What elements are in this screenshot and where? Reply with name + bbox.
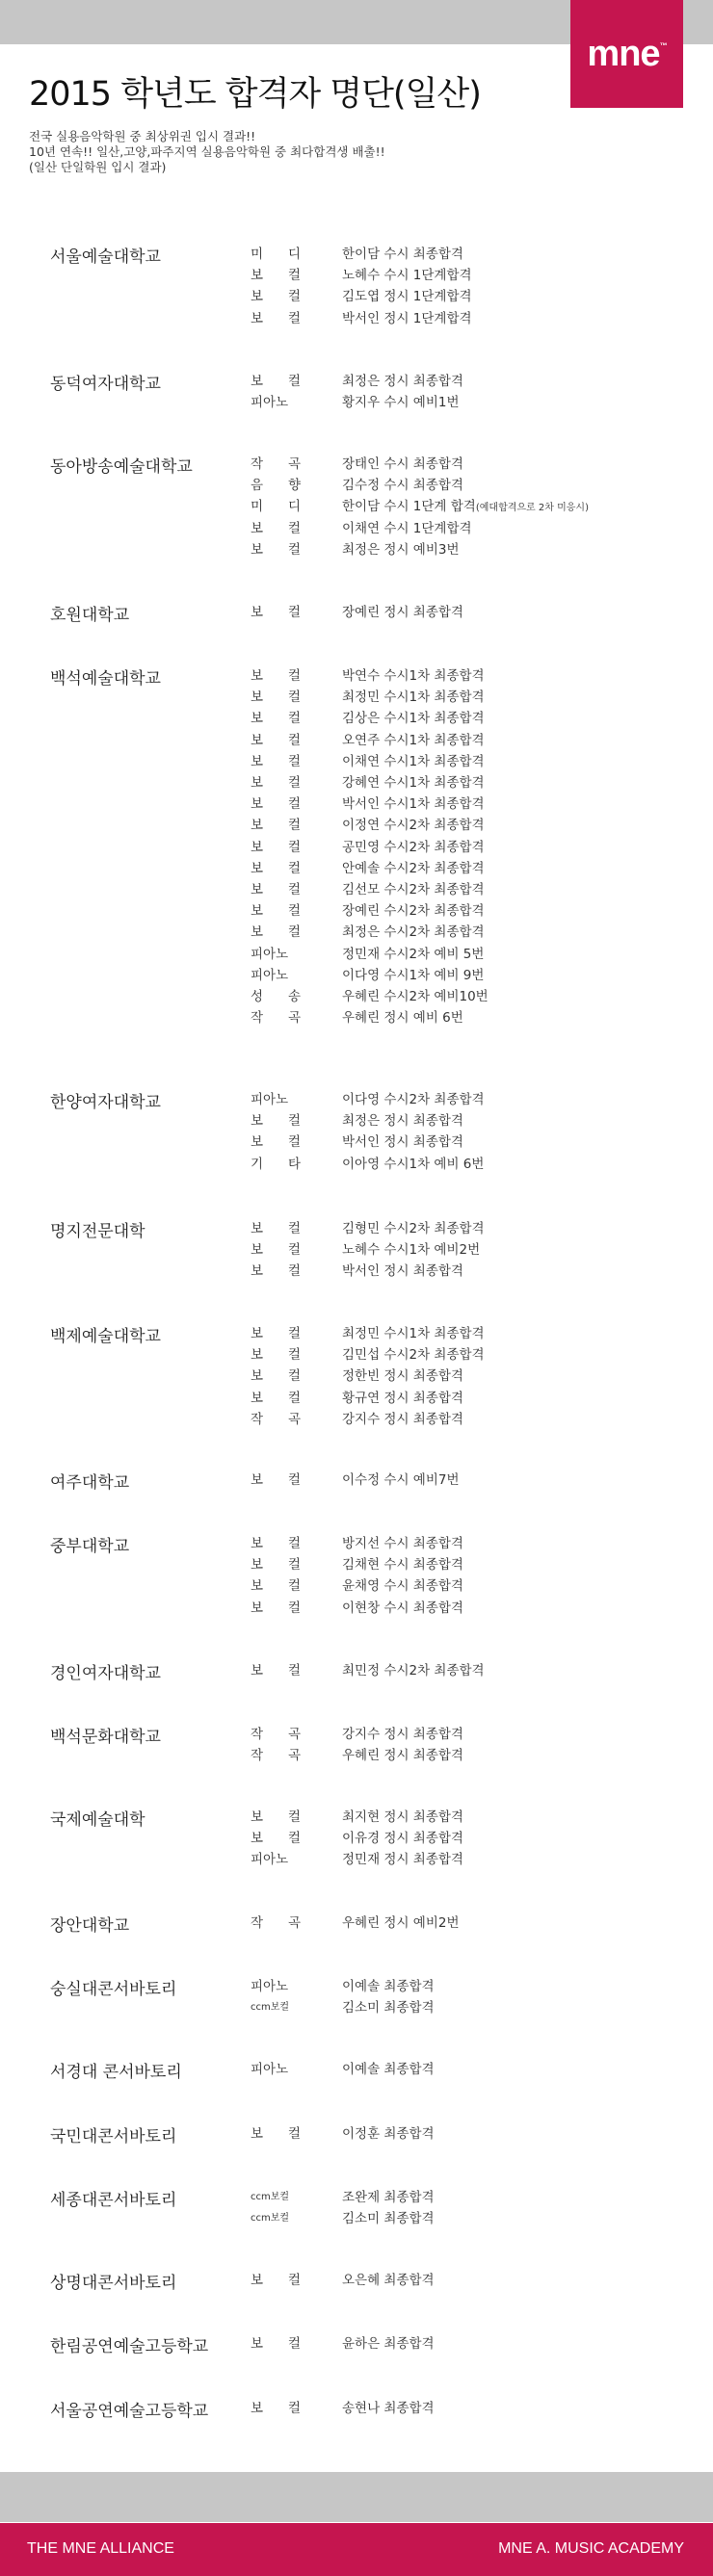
instrument-label: 보 컬	[251, 796, 301, 812]
result-text	[342, 307, 472, 326]
result-text	[342, 1387, 463, 1406]
result-main: 우혜린 수시2차 예비10번	[342, 989, 489, 1004]
result-main: 장예린 정시 최종합격	[342, 605, 463, 620]
result-text	[342, 1996, 435, 2016]
instrument-label: 보 컬	[251, 1831, 301, 1846]
result-main: 최정은 수시2차 최종합격	[342, 924, 485, 940]
result-text	[342, 1848, 463, 1867]
footer-left-text: THE MNE ALLIANCE	[27, 2540, 174, 2557]
result-main: 윤하은 최종합격	[342, 2336, 435, 2352]
result-text	[342, 1553, 463, 1573]
intro-line: 10년 연속!! 일산,고양,파주지역 실용음악학원 중 최다합격생 배출!!	[29, 144, 385, 159]
result-main: 황지우 수시 예비1번	[342, 395, 460, 410]
school-name: 세종대콘서바토리	[50, 2191, 177, 2210]
instrument-label: 보 컬	[251, 2401, 301, 2416]
instrument-label: 피아노	[251, 1852, 289, 1867]
page-title: 2015 학년도 합격자 명단(일산)	[29, 75, 481, 114]
instrument-label: 보 컬	[251, 1391, 301, 1406]
instrument-label: 보 컬	[251, 1347, 301, 1363]
result-main: 이채연 수시 1단계합격	[342, 521, 472, 536]
result-text	[342, 474, 463, 493]
result-main: 최정은 정시 최종합격	[342, 1113, 463, 1129]
intro-line: (일산 단일학원 입시 결과)	[29, 160, 167, 174]
result-text	[342, 814, 485, 833]
result-main: 공민영 수시2차 최종합격	[342, 840, 485, 855]
school-name: 경인여자대학교	[50, 1664, 161, 1683]
result-text	[342, 391, 460, 410]
instrument-label: 보 컬	[251, 754, 301, 769]
instrument-label: 보 컬	[251, 521, 301, 536]
school-name: 백석문화대학교	[50, 1728, 161, 1747]
result-text	[342, 686, 485, 705]
result-main: 박서인 정시 1단계합격	[342, 311, 472, 326]
result-text	[342, 495, 589, 514]
school-name: 한양여자대학교	[50, 1093, 161, 1112]
result-text	[342, 243, 463, 262]
instrument-label: 보 컬	[251, 775, 301, 791]
result-main: 한이담 수시 1단계 합격	[342, 499, 476, 514]
result-text	[342, 857, 485, 876]
intro-text	[29, 129, 385, 175]
instrument-label: 작 곡	[251, 1915, 301, 1931]
school-name: 숭실대콘서바토리	[50, 1980, 177, 1999]
instrument-label: 보 컬	[251, 1809, 301, 1825]
result-text	[342, 1975, 435, 1994]
result-main: 이아영 수시1차 예비 6번	[342, 1157, 485, 1172]
result-main: 황규연 정시 최종합격	[342, 1391, 463, 1406]
result-text	[342, 793, 485, 812]
result-text	[342, 943, 484, 962]
result-main: 김선모 수시2차 최종합격	[342, 882, 485, 898]
school-name: 여주대학교	[50, 1473, 130, 1493]
result-text	[342, 264, 472, 283]
result-main: 오은혜 최종합격	[342, 2273, 435, 2288]
result-main: 이예솔 최종합격	[342, 1979, 435, 1994]
result-note: (예대합격으로 2차 미응시)	[475, 503, 589, 513]
school-name: 동아방송예술대학교	[50, 457, 193, 477]
result-main: 박서인 수시1차 최종합격	[342, 796, 485, 812]
result-main: 김수정 수시 최종합격	[342, 478, 463, 493]
result-text	[342, 1260, 463, 1279]
result-text	[342, 1153, 484, 1172]
result-text	[342, 707, 485, 726]
school-name: 한림공연예술고등학교	[50, 2337, 209, 2356]
instrument-label: 보 컬	[251, 268, 301, 283]
instrument-label: 보 컬	[251, 1326, 301, 1341]
result-main: 김형민 수시2차 최종합격	[342, 1221, 485, 1236]
instrument-label: 작 곡	[251, 1727, 301, 1742]
result-text	[342, 1109, 463, 1129]
instrument-label: ccm보컬	[251, 2213, 290, 2224]
school-name: 백제예술대학교	[50, 1327, 161, 1346]
result-main: 이다영 수시2차 최종합격	[342, 1092, 485, 1107]
result-main: 이수정 수시 예비7번	[342, 1472, 460, 1488]
result-main: 박연수 수시1차 최종합격	[342, 668, 485, 684]
result-main: 김채현 수시 최종합격	[342, 1557, 463, 1573]
result-text	[342, 517, 472, 536]
result-main: 김소미 최종합격	[342, 2000, 435, 2016]
instrument-label: 작 곡	[251, 1748, 301, 1763]
result-main: 우혜린 정시 예비 6번	[342, 1010, 463, 1026]
school-name: 호원대학교	[50, 606, 130, 625]
instrument-label: 피아노	[251, 1092, 289, 1107]
instrument-label: 보 컬	[251, 374, 301, 389]
instrument-label: 기 타	[251, 1157, 301, 1172]
school-name: 장안대학교	[50, 1916, 130, 1936]
result-main: 이다영 수시1차 예비 9번	[342, 968, 485, 983]
result-text	[342, 453, 463, 472]
result-main: 이정연 수시2차 최종합격	[342, 818, 485, 833]
result-text	[342, 1827, 463, 1846]
instrument-label: 보 컬	[251, 1557, 301, 1573]
result-text	[342, 2207, 435, 2226]
result-text	[342, 964, 484, 983]
result-text	[342, 771, 485, 791]
result-main: 최정은 정시 예비3번	[342, 542, 460, 558]
instrument-label: 작 곡	[251, 1412, 301, 1427]
result-text	[342, 1532, 463, 1551]
instrument-label: 보 컬	[251, 690, 301, 705]
school-name: 명지전문대학	[50, 1222, 145, 1241]
intro-line: 전국 실용음악학원 중 최상위권 입시 결과!!	[29, 129, 256, 143]
school-name: 서울예술대학교	[50, 247, 161, 267]
result-main: 최민정 수시2차 최종합격	[342, 1663, 485, 1678]
instrument-label: 보 컬	[251, 2273, 301, 2288]
instrument-label: 보 컬	[251, 882, 301, 898]
instrument-label: 피아노	[251, 947, 289, 962]
result-text	[342, 1408, 463, 1427]
result-text	[342, 1131, 463, 1150]
instrument-label: ccm보컬	[251, 2002, 290, 2013]
result-main: 노혜수 수시 1단계합격	[342, 268, 472, 283]
result-main: 강지수 정시 최종합격	[342, 1727, 463, 1742]
school-name: 국민대콘서바토리	[50, 2127, 177, 2147]
result-main: 이정훈 최종합격	[342, 2126, 435, 2142]
result-main: 박서인 정시 최종합격	[342, 1134, 463, 1150]
instrument-label: 보 컬	[251, 668, 301, 684]
school-name: 서울공연예술고등학교	[50, 2402, 209, 2421]
instrument-label: 보 컬	[251, 289, 301, 304]
school-name: 중부대학교	[50, 1537, 130, 1556]
instrument-label: 피아노	[251, 2062, 289, 2077]
instrument-label: 보 컬	[251, 1242, 301, 1258]
result-text	[342, 2058, 435, 2077]
result-main: 최지현 정시 최종합격	[342, 1809, 463, 1825]
result-main: 노혜수 수시1차 예비2번	[342, 1242, 481, 1258]
result-main: 우혜린 정시 예비2번	[342, 1915, 460, 1931]
instrument-label: 음 향	[251, 478, 301, 493]
instrument-label: 보 컬	[251, 1134, 301, 1150]
result-text	[342, 1006, 463, 1026]
result-main: 이채연 수시1차 최종합격	[342, 754, 485, 769]
result-text	[342, 2269, 435, 2288]
instrument-label: 보 컬	[251, 1263, 301, 1279]
result-text	[342, 985, 489, 1004]
result-main: 한이담 수시 최종합격	[342, 247, 463, 262]
result-text	[342, 1597, 463, 1616]
result-main: 최정은 정시 최종합격	[342, 374, 463, 389]
result-main: 안예솔 수시2차 최종합격	[342, 861, 485, 876]
instrument-label: 피아노	[251, 395, 289, 410]
result-text	[342, 664, 485, 684]
school-name: 국제예술대학	[50, 1810, 145, 1830]
result-text	[342, 285, 472, 304]
result-main: 최정민 수시1차 최종합격	[342, 1326, 485, 1341]
result-text	[342, 1217, 485, 1236]
result-main: 윤채영 수시 최종합격	[342, 1578, 463, 1594]
instrument-label: 성 송	[251, 989, 301, 1004]
result-main: 오연주 수시1차 최종합격	[342, 733, 485, 748]
instrument-label: 보 컬	[251, 1578, 301, 1594]
bottom-gray-bar	[0, 2472, 713, 2522]
mne-logo: mne™	[570, 0, 683, 108]
result-main: 박서인 정시 최종합격	[342, 1263, 463, 1279]
school-name: 상명대콘서바토리	[50, 2274, 177, 2293]
result-main: 송현나 최종합격	[342, 2401, 435, 2416]
instrument-label: 작 곡	[251, 1010, 301, 1026]
instrument-label: 보 컬	[251, 1113, 301, 1129]
result-text	[342, 1806, 463, 1825]
instrument-label: 보 컬	[251, 2336, 301, 2352]
result-main: 김상은 수시1차 최종합격	[342, 711, 485, 726]
instrument-label: 보 컬	[251, 711, 301, 726]
result-text	[342, 2122, 435, 2142]
result-main: 우혜린 정시 최종합격	[342, 1748, 463, 1763]
result-text	[342, 2186, 435, 2205]
result-text	[342, 1469, 460, 1488]
result-text	[342, 538, 460, 558]
result-main: 강지수 정시 최종합격	[342, 1412, 463, 1427]
result-text	[342, 1744, 463, 1763]
result-text	[342, 1912, 460, 1931]
instrument-label: 보 컬	[251, 1536, 301, 1551]
result-text	[342, 2332, 435, 2352]
instrument-label: 보 컬	[251, 733, 301, 748]
school-name: 서경대 콘서바토리	[50, 2063, 182, 2082]
instrument-label: 보 컬	[251, 1472, 301, 1488]
result-text	[342, 601, 463, 620]
result-text	[342, 836, 485, 855]
result-text	[342, 1574, 463, 1594]
footer-bar	[0, 2523, 713, 2576]
result-main: 방지선 수시 최종합격	[342, 1536, 463, 1551]
instrument-label: 보 컬	[251, 903, 301, 919]
instrument-label: 작 곡	[251, 456, 301, 472]
result-main: 정한빈 정시 최종합격	[342, 1368, 463, 1384]
result-main: 김민섭 수시2차 최종합격	[342, 1347, 485, 1363]
result-main: 이현창 수시 최종합격	[342, 1600, 463, 1616]
result-main: 정민재 정시 최종합격	[342, 1852, 463, 1867]
school-name: 동덕여자대학교	[50, 375, 161, 394]
result-text	[342, 899, 485, 919]
instrument-label: 보 컬	[251, 924, 301, 940]
result-main: 이유경 정시 최종합격	[342, 1831, 463, 1846]
result-text	[342, 1088, 485, 1107]
instrument-label: 미 디	[251, 247, 301, 262]
result-main: 장예린 수시2차 최종합격	[342, 903, 485, 919]
instrument-label: 보 컬	[251, 1663, 301, 1678]
result-main: 이예솔 최종합격	[342, 2062, 435, 2077]
result-text	[342, 370, 463, 389]
instrument-label: 피아노	[251, 1979, 289, 1994]
result-text	[342, 1723, 463, 1742]
instrument-label: 보 컬	[251, 1221, 301, 1236]
footer-right-text: MNE A. MUSIC ACADEMY	[498, 2540, 684, 2557]
instrument-label: 보 컬	[251, 818, 301, 833]
result-text	[342, 1343, 485, 1363]
instrument-label: 보 컬	[251, 2126, 301, 2142]
result-main: 김소미 최종합격	[342, 2211, 435, 2226]
result-text	[342, 1659, 485, 1678]
result-text	[342, 878, 485, 898]
result-main: 장태인 수시 최종합격	[342, 456, 463, 472]
school-name: 백석예술대학교	[50, 669, 161, 689]
instrument-label: 미 디	[251, 499, 301, 514]
instrument-label: ccm보컬	[251, 2192, 290, 2202]
result-text	[342, 1322, 485, 1341]
result-main: 강혜연 수시1차 최종합격	[342, 775, 485, 791]
result-main: 정민재 수시2차 예비 5번	[342, 947, 485, 962]
instrument-label: 보 컬	[251, 311, 301, 326]
result-main: 최정민 수시1차 최종합격	[342, 690, 485, 705]
instrument-label: 보 컬	[251, 542, 301, 558]
instrument-label: 피아노	[251, 968, 289, 983]
instrument-label: 보 컬	[251, 840, 301, 855]
result-text	[342, 1238, 480, 1258]
instrument-label: 보 컬	[251, 1600, 301, 1616]
result-text	[342, 2397, 435, 2416]
result-main: 김도엽 정시 1단계합격	[342, 289, 472, 304]
result-main: 조완제 최종합격	[342, 2190, 435, 2205]
instrument-label: 보 컬	[251, 605, 301, 620]
result-text	[342, 1365, 463, 1384]
result-text	[342, 729, 485, 748]
result-text	[342, 921, 485, 940]
instrument-label: 보 컬	[251, 861, 301, 876]
result-text	[342, 750, 485, 769]
instrument-label: 보 컬	[251, 1368, 301, 1384]
